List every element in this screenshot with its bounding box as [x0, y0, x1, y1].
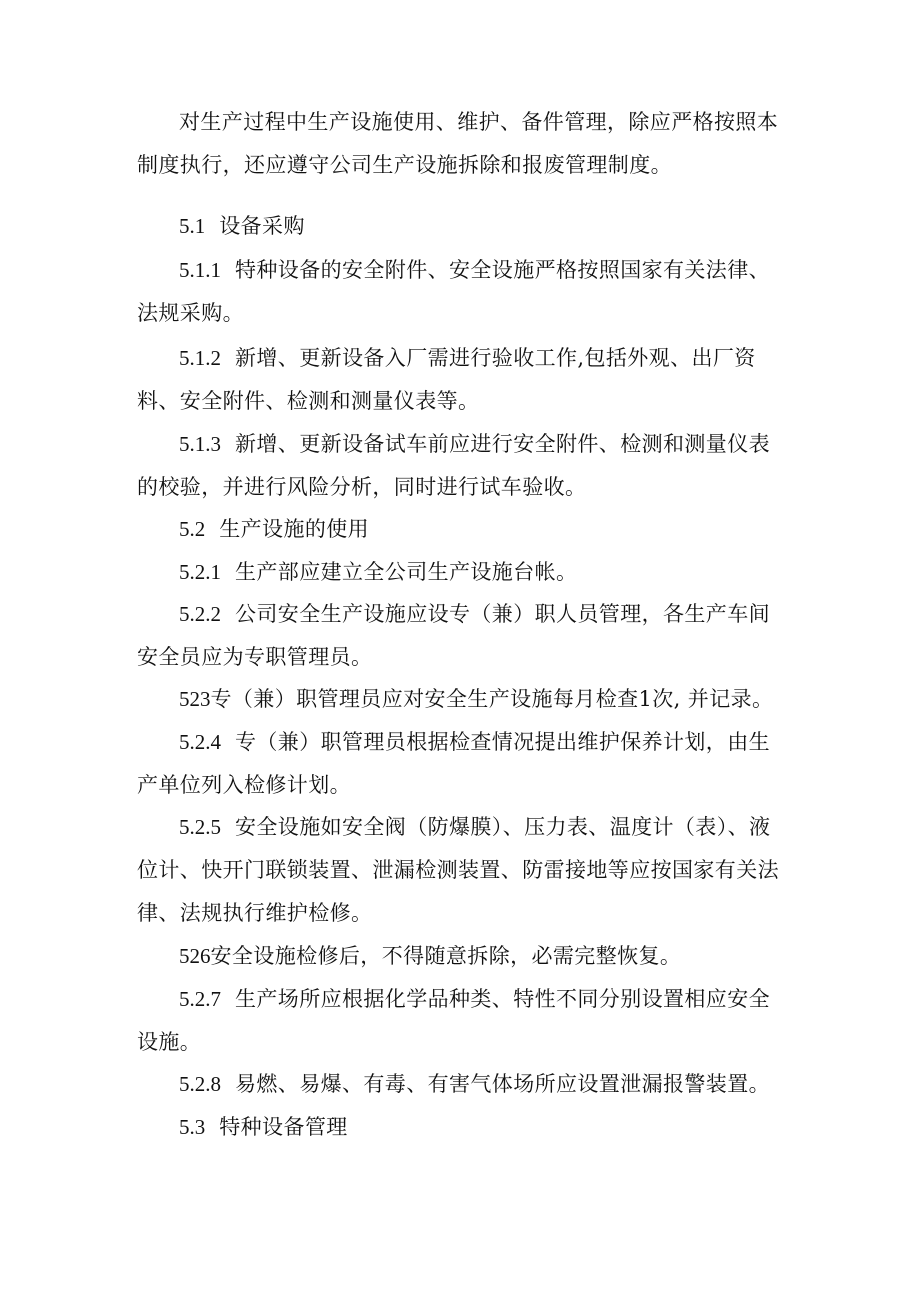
clause-number: 5.2.1 [179, 560, 221, 584]
section-heading-5-2 [137, 508, 787, 551]
clause-number: 5.1.3 [179, 432, 221, 456]
clause-5-2-1 [137, 551, 787, 594]
clause-number: 5.2.5 [179, 815, 221, 839]
clause-text: 安全设施如安全阀（防爆膜）、压力表、温度计（表）、液位计、快开门联锁装置、泄漏检测装置、防雷接地等应按国家有关法律、法规执行维护检修。 [137, 815, 779, 925]
section-number: 5.3 [179, 1115, 206, 1139]
clause-text: 生产场所应根据化学品种类、特性不同分别设置相应安全设施。 [137, 987, 770, 1054]
clause-number: 5.1.2 [179, 346, 221, 370]
clause-number: 5.2.8 [179, 1072, 221, 1096]
clause-5-2-4 [137, 721, 787, 807]
section-heading-5-3 [137, 1106, 787, 1149]
clause-number: 5.2.4 [179, 730, 221, 754]
clause-number: 5.2.2 [179, 602, 221, 626]
clause-5-2-3 [137, 678, 787, 721]
section-number: 5.2 [179, 517, 206, 541]
clause-text: 安全设施检修后，不得随意拆除，必需完整恢复。 [210, 944, 682, 968]
clause-text: 专（兼）职管理员应对安全生产设施每月检查1次, 并记录。 [210, 687, 774, 711]
section-title: 生产设施的使用 [219, 517, 370, 541]
section-title: 设备采购 [219, 214, 305, 238]
clause-text: 新增、更新设备入厂需进行验收工作,包括外观、出厂资料、安全附件、检测和测量仪表等。 [137, 346, 756, 413]
clause-5-1-2 [137, 337, 787, 423]
section-title: 特种设备管理 [219, 1115, 348, 1139]
clause-number: 5.1.1 [179, 258, 221, 282]
intro-paragraph [137, 101, 787, 187]
clause-text: 特种设备的安全附件、安全设施严格按照国家有关法律、法规采购。 [137, 258, 770, 325]
intro-text: 对生产过程中生产设施使用、维护、备件管理，除应严格按照本制度执行，还应遵守公司生产设施拆除和报废管理制度。 [137, 110, 779, 177]
clause-number: 523 [179, 687, 211, 711]
clause-number: 526 [179, 944, 211, 968]
clause-number: 5.2.7 [179, 987, 221, 1011]
section-number: 5.1 [179, 214, 206, 238]
clause-5-2-5 [137, 806, 787, 935]
clause-5-1-3 [137, 423, 787, 509]
clause-text: 新增、更新设备试车前应进行安全附件、检测和测量仪表的校验，并进行风险分析，同时进行试车验收。 [137, 432, 770, 499]
clause-5-1-1 [137, 249, 787, 335]
clause-text: 生产部应建立全公司生产设施台帐。 [235, 560, 578, 584]
clause-text: 专（兼）职管理员根据检查情况提出维护保养计划，由生产单位列入检修计划。 [137, 730, 770, 797]
clause-text: 易燃、易爆、有毒、有害气体场所应设置泄漏报警装置。 [235, 1072, 770, 1096]
section-heading-5-1 [137, 205, 787, 248]
clause-text: 公司安全生产设施应设专（兼）职人员管理，各生产车间安全员应为专职管理员。 [137, 602, 770, 669]
clause-5-2-6 [137, 935, 787, 978]
clause-5-2-8 [137, 1063, 787, 1106]
clause-5-2-7 [137, 978, 787, 1064]
clause-5-2-2 [137, 593, 787, 679]
